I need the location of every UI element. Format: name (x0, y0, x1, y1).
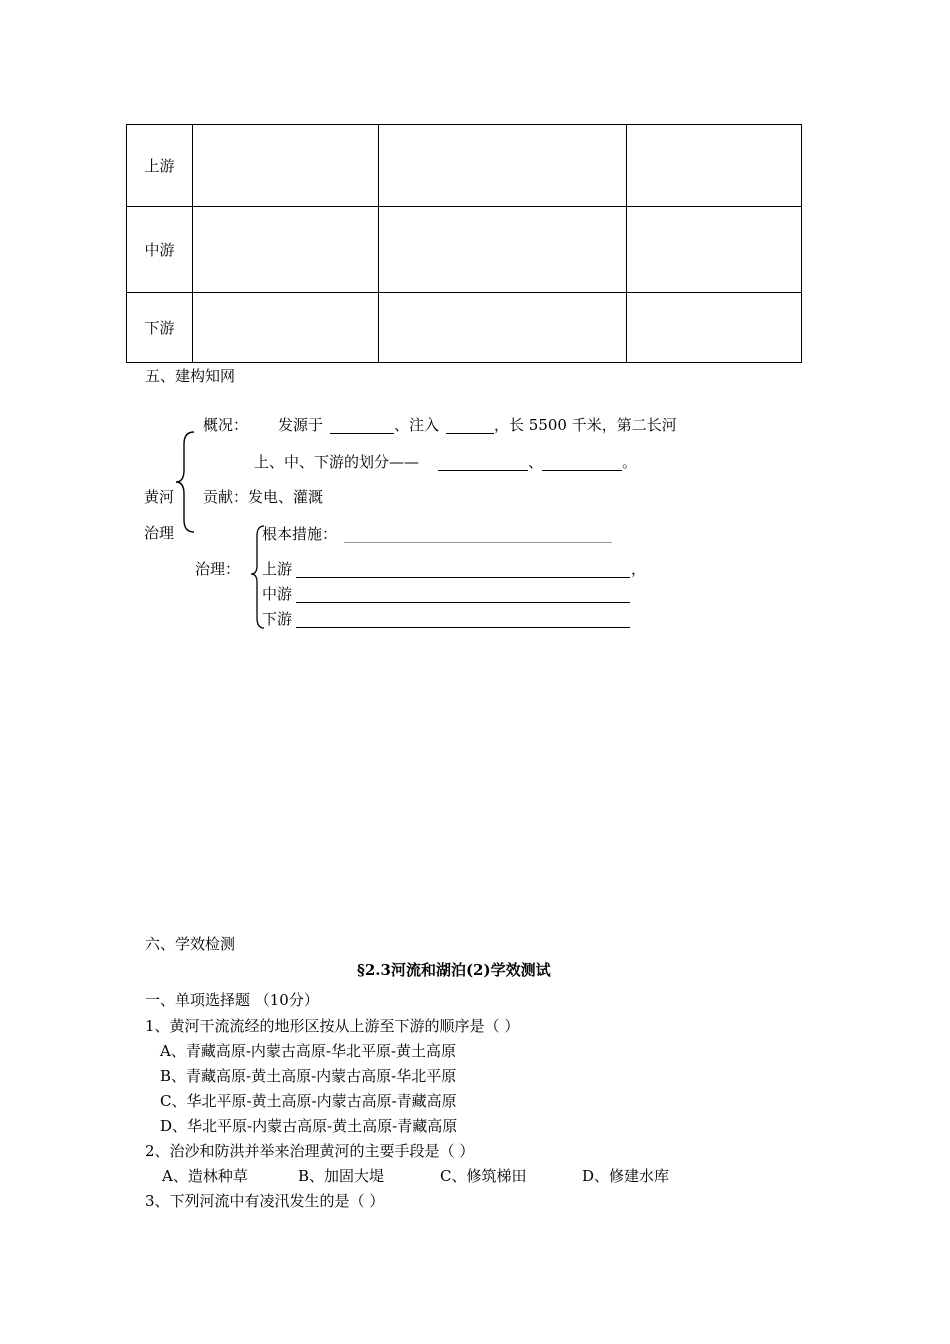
table-cell[interactable] (379, 207, 627, 293)
table-cell[interactable] (627, 125, 802, 207)
q1-option-d[interactable]: D、华北平原-内蒙古高原-黄土高原-青藏高原 (160, 1117, 458, 1135)
lower-label: 下游 (262, 610, 293, 628)
overview-length-text: ，长 5500 千米，第二长河 (494, 416, 677, 434)
table-cell[interactable] (193, 207, 379, 293)
river-section-table (126, 124, 802, 363)
part1-heading: 一、单项选择题 （10分） (145, 991, 319, 1009)
test-title: §2.3河流和湖泊(2)学效测试 (357, 961, 551, 979)
middle-blank[interactable] (296, 587, 630, 603)
table-row (127, 125, 802, 207)
question-1: 1、黄河干流流经的地形区按从上游至下游的顺序是（ ） (145, 1017, 520, 1035)
overview-mouth-text: 、注入 (394, 416, 440, 434)
table-row (127, 207, 802, 293)
table-row (127, 293, 802, 363)
section6-heading: 六、学效检测 (145, 935, 236, 953)
division-blank-1[interactable] (438, 455, 528, 471)
q2-option-c[interactable]: C、修筑梯田 (440, 1167, 527, 1185)
q1-option-a[interactable]: A、青藏高原-内蒙古高原-华北平原-黄土高原 (160, 1042, 457, 1060)
row-label-upper: 上游 (127, 125, 193, 207)
q1-option-b[interactable]: B、青藏高原-黄土高原-内蒙古高原-华北平原 (160, 1067, 457, 1085)
row-label-middle: 中游 (127, 207, 193, 293)
q2-option-b[interactable]: B、加固大堤 (298, 1167, 385, 1185)
table-cell[interactable] (627, 293, 802, 363)
fundamental-label: 根本措施： (262, 525, 338, 543)
overview-source-text: 发源于 (278, 416, 324, 434)
middle-label: 中游 (262, 585, 293, 603)
brace-icon (174, 430, 198, 534)
table-cell[interactable] (379, 125, 627, 207)
root-label-line2: 治理 (144, 524, 175, 542)
contribution-text: 贡献：发电、灌溉 (203, 488, 324, 506)
row-label-lower: 下游 (127, 293, 193, 363)
table-cell[interactable] (379, 293, 627, 363)
section5-heading: 五、建构知网 (145, 367, 236, 385)
q2-option-a[interactable]: A、造林种草 (162, 1167, 248, 1185)
division-blank-2[interactable] (542, 455, 622, 471)
table-cell[interactable] (193, 293, 379, 363)
table-cell[interactable] (193, 125, 379, 207)
division-text: 上、中、下游的划分—— (254, 453, 420, 471)
q2-option-d[interactable]: D、修建水库 (582, 1167, 670, 1185)
division-sep: 、 (528, 453, 544, 471)
upper-label: 上游 (262, 560, 293, 578)
root-label-line1: 黄河 (144, 488, 175, 506)
source-blank[interactable] (330, 418, 394, 434)
question-2: 2、治沙和防洪并举来治理黄河的主要手段是（ ） (145, 1142, 475, 1160)
overview-label: 概况： (203, 416, 249, 434)
fundamental-blank[interactable] (344, 527, 612, 543)
question-3: 3、下列河流中有凌汛发生的是（ ） (145, 1192, 385, 1210)
lower-blank[interactable] (296, 612, 630, 628)
upper-tail: ， (631, 560, 647, 578)
q1-option-c[interactable]: C、华北平原-黄土高原-内蒙古高原-青藏高原 (160, 1092, 457, 1110)
table-cell[interactable] (627, 207, 802, 293)
division-end: 。 (622, 453, 638, 471)
upper-blank[interactable] (296, 562, 630, 578)
govern-label: 治理： (195, 560, 241, 578)
mouth-blank[interactable] (446, 418, 494, 434)
